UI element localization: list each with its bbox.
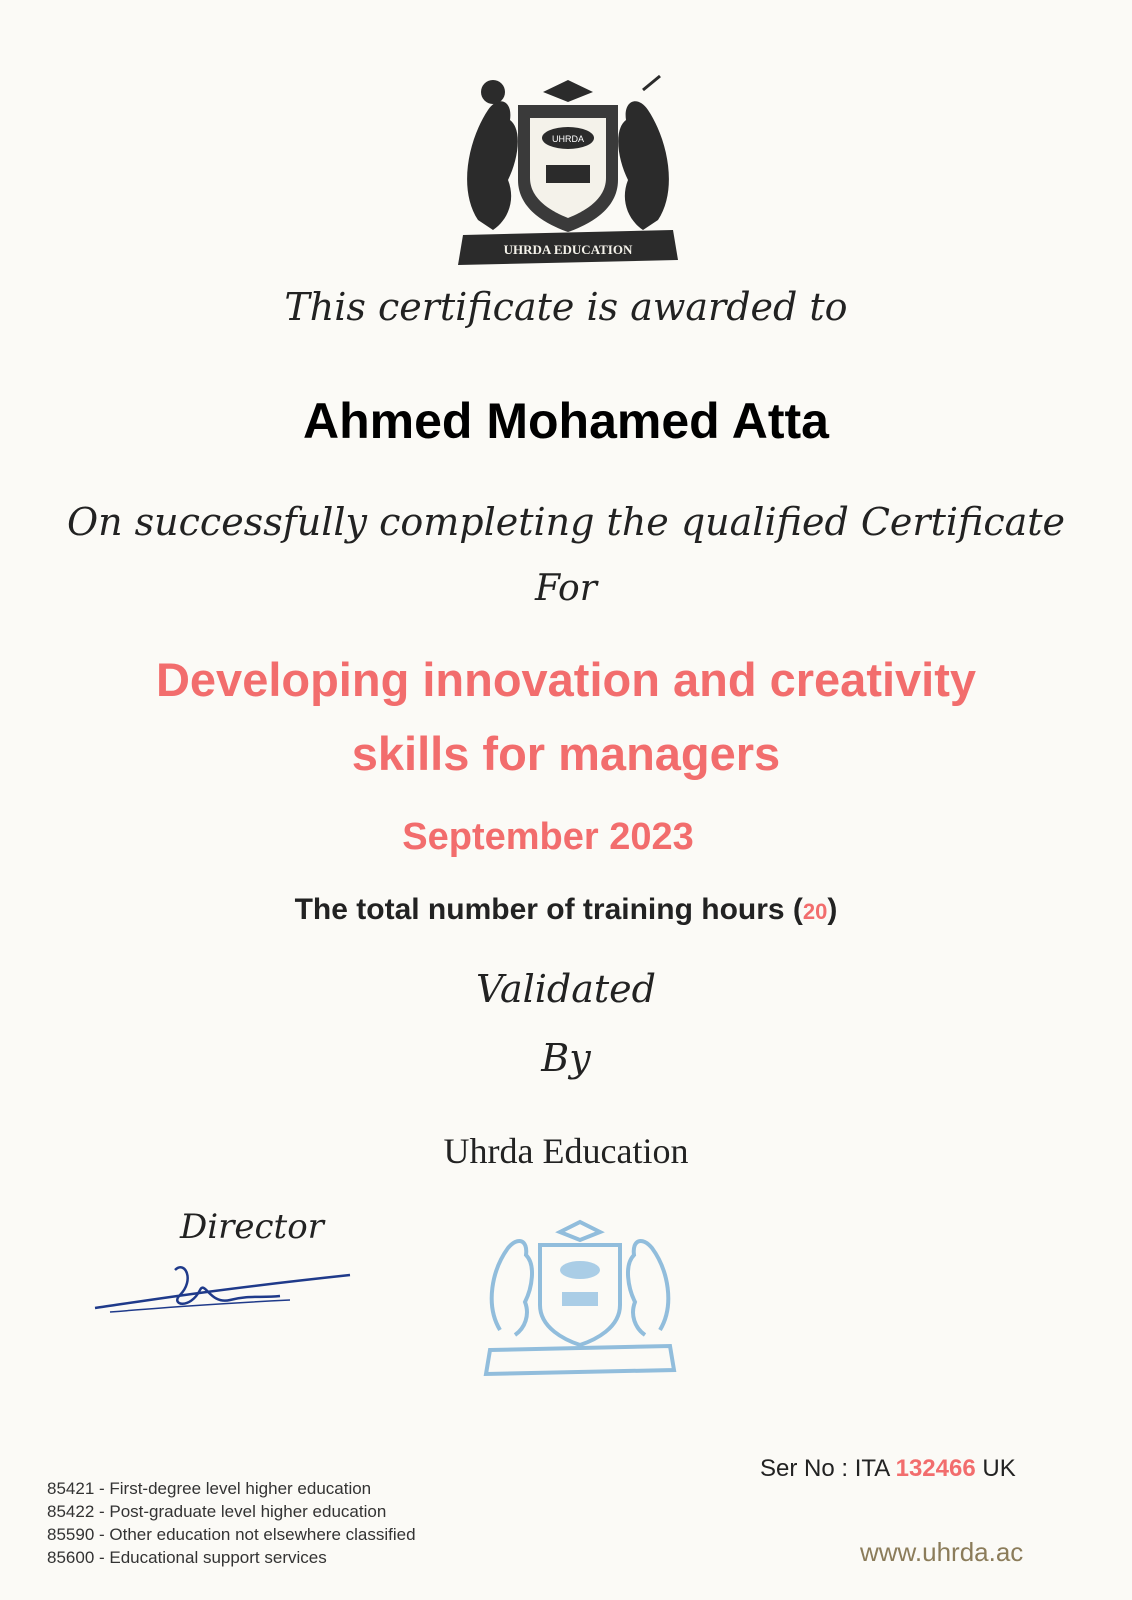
website-link[interactable]: www.uhrda.ac: [860, 1537, 1024, 1567]
stamp-seal-icon: [470, 1210, 690, 1380]
awarded-line: This certificate is awarded to: [284, 285, 848, 329]
hours-suffix: ): [827, 893, 838, 926]
serial-number: [760, 1455, 1016, 1483]
validated-line: Validated: [476, 967, 656, 1011]
for-line: For: [535, 568, 597, 609]
training-hours: [0, 893, 1132, 927]
code-line: 85421 - First-degree level higher education: [47, 1479, 372, 1498]
crest-logo-icon: [438, 70, 698, 270]
hours-value: 20: [802, 899, 828, 924]
serial-value: 132466: [895, 1455, 976, 1482]
serial-prefix: Ser No : ITA: [760, 1455, 889, 1482]
director-label: Director: [180, 1207, 324, 1247]
by-line: By: [541, 1036, 591, 1080]
crest-banner-text: UHRDA EDUCATION: [503, 242, 633, 257]
education-codes: [47, 1477, 416, 1569]
code-line: 85590 - Other education not elsewhere classified: [47, 1525, 416, 1544]
course-title-line-2: skills for managers: [351, 727, 781, 780]
code-line: 85600 - Educational support services: [47, 1548, 327, 1567]
serial-suffix: UK: [982, 1455, 1016, 1482]
institution-name: Uhrda Education: [443, 1131, 689, 1171]
course-title-line-1: Developing innovation and creativity: [155, 653, 977, 706]
certificate-date: September 2023: [402, 816, 694, 858]
code-line: 85422 - Post-graduate level higher education: [47, 1502, 387, 1521]
completing-line: On successfully completing the qualified Certificate: [66, 500, 1066, 544]
signature-icon: [90, 1250, 360, 1320]
hours-prefix: The total number of training hours (: [294, 893, 803, 926]
crest-shield-text: UHRDA: [551, 134, 585, 144]
recipient-name: Ahmed Mohamed Atta: [303, 393, 829, 449]
